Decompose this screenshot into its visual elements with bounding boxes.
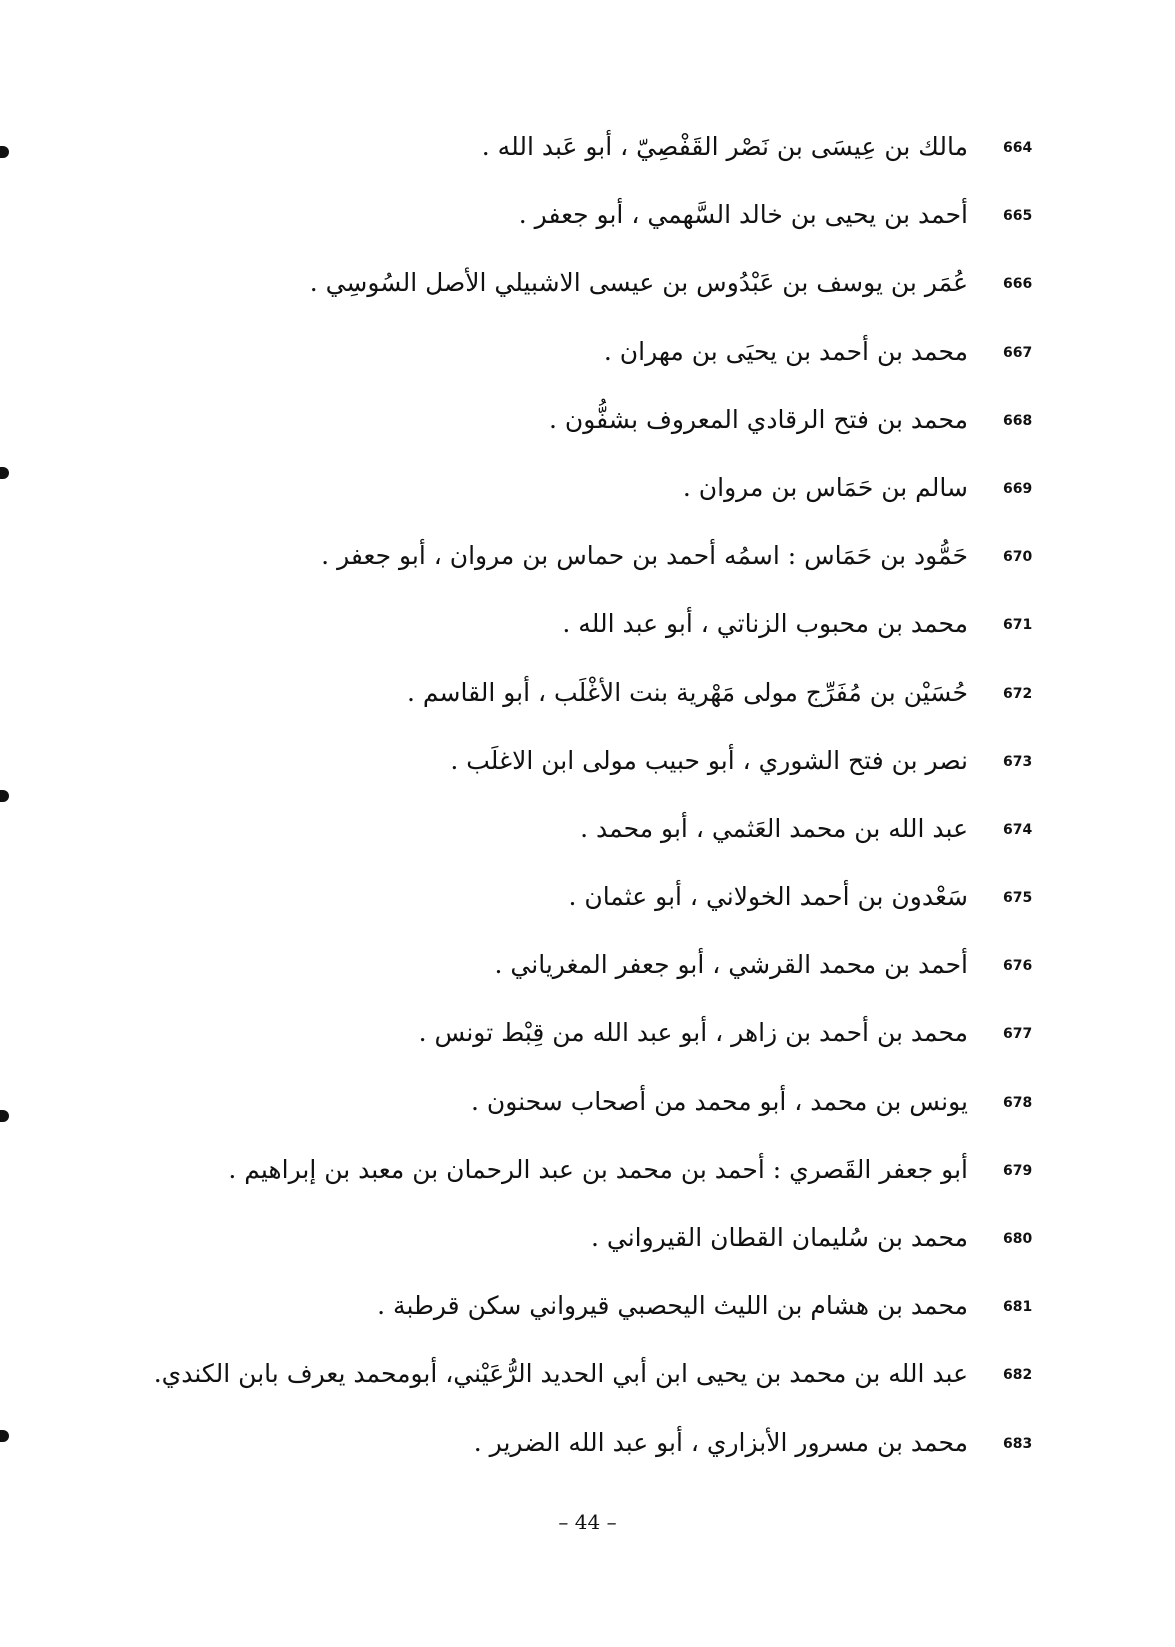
entry-number: 674: [1003, 821, 1033, 838]
list-item: [0, 1073, 1175, 1141]
list-item: [0, 1345, 1175, 1413]
list-item: [0, 254, 1175, 322]
entry-number: 683: [1003, 1435, 1033, 1452]
entry-number: 677: [1003, 1026, 1033, 1043]
list-item: [0, 936, 1175, 1004]
entry-text: عبد الله بن محمد بن يحيى ابن أبي الحديد الرُّعَيْني، أبومحمد يعرف بابن الكندي.: [153, 1359, 968, 1389]
entry-text: سالم بن حَمَاس بن مروان .: [682, 472, 968, 502]
entry-text: عُمَر بن يوسف بن عَبْدُوس بن عيسى الاشبيلي الأصل السُوسِي .: [309, 268, 968, 298]
list-item: [0, 732, 1175, 800]
entry-number: 668: [1003, 412, 1033, 429]
list-item: [0, 1004, 1175, 1072]
list-item: [0, 459, 1175, 527]
entry-text: نصر بن فتح الشوري ، أبو حبيب مولى ابن الاغلَب .: [450, 745, 968, 775]
entry-list: [0, 118, 1175, 1482]
list-item: [0, 118, 1175, 186]
entry-number: 672: [1003, 685, 1033, 702]
entry-text: أحمد بن محمد القرشي ، أبو جعفر المغرياني .: [494, 950, 968, 980]
list-item: [0, 595, 1175, 663]
entry-number: 676: [1003, 958, 1033, 975]
entry-number: 681: [1003, 1299, 1033, 1316]
list-item: [0, 1209, 1175, 1277]
entry-text: أبو جعفر القَصري : أحمد بن محمد بن عبد الرحمان بن معبد بن إبراهيم .: [228, 1154, 968, 1184]
list-item: [0, 527, 1175, 595]
entry-number: 675: [1003, 890, 1033, 907]
entry-text: أحمد بن يحيى بن خالد السَّهمي ، أبو جعفر .: [518, 200, 968, 230]
entry-number: 671: [1003, 617, 1033, 634]
entry-text: محمد بن هشام بن الليث اليحصبي قيرواني سكن قرطبة .: [377, 1291, 968, 1321]
entry-text: حَمُّود بن حَمَاس : اسمُه أحمد بن حماس بن مروان ، أبو جعفر .: [321, 541, 968, 571]
list-item: [0, 186, 1175, 254]
entry-text: سَعْدون بن أحمد الخولاني ، أبو عثمان .: [568, 882, 968, 912]
entry-text: يونس بن محمد ، أبو محمد من أصحاب سحنون .: [470, 1086, 968, 1116]
entry-text: محمد بن محبوب الزناتي ، أبو عبد الله .: [562, 609, 968, 639]
page-number: – 44 –: [558, 1510, 617, 1534]
list-item: [0, 1141, 1175, 1209]
entry-text: مالك بن عِيسَى بن نَصْر القَفْصِيّ ، أبو عَبد الله .: [481, 132, 968, 161]
entry-number: 678: [1003, 1094, 1033, 1111]
entry-text: محمد بن سُليمان القطان القيرواني .: [590, 1223, 968, 1252]
entry-text: حُسَيْن بن مُفَرِّج مولى مَهْرية بنت الأغْلَب ، أبو القاسم .: [407, 677, 968, 707]
entry-text: محمد بن أحمد بن يحيَى بن مهران .: [603, 336, 968, 366]
entry-text: محمد بن أحمد بن زاهر ، أبو عبد الله من قِبْط تونس .: [418, 1018, 968, 1048]
entry-number: 673: [1003, 753, 1033, 770]
entry-number: 667: [1003, 344, 1033, 361]
entry-text: محمد بن مسرور الأبزاري ، أبو عبد الله الضرير .: [473, 1427, 968, 1457]
entry-number: 680: [1003, 1231, 1033, 1247]
list-item: [0, 391, 1175, 459]
list-item: [0, 800, 1175, 868]
entry-text: عبد الله بن محمد العَثمي ، أبو محمد .: [580, 813, 968, 843]
entry-text: محمد بن فتح الرقادي المعروف بشفُّون .: [548, 404, 968, 434]
list-item: [0, 323, 1175, 391]
entry-number: 664: [1003, 140, 1033, 156]
entry-number: 666: [1003, 276, 1033, 293]
list-item: [0, 868, 1175, 936]
list-item: [0, 664, 1175, 732]
entry-number: 670: [1003, 549, 1033, 566]
list-item: [0, 1277, 1175, 1345]
entry-number: 679: [1003, 1162, 1033, 1179]
entry-number: 682: [1003, 1367, 1033, 1384]
entry-number: 669: [1003, 480, 1033, 497]
list-item: [0, 1414, 1175, 1482]
entry-number: 665: [1003, 208, 1033, 225]
